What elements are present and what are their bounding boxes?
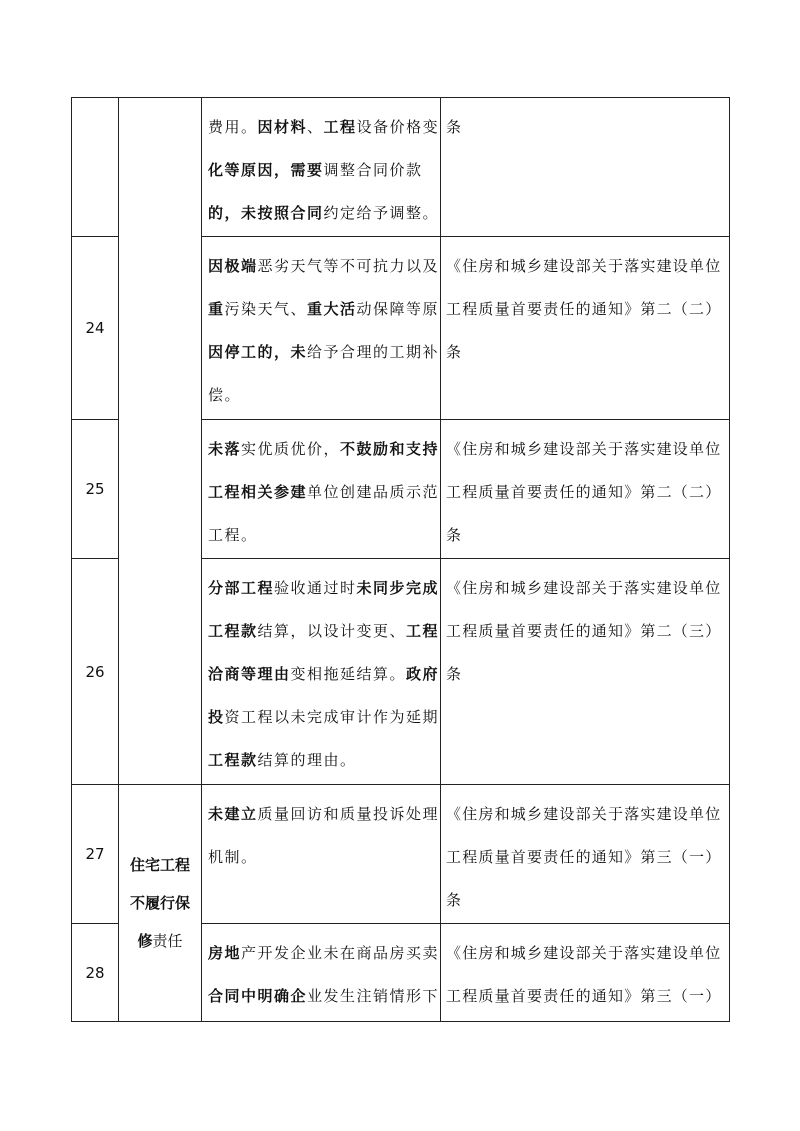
text-line <box>208 149 434 192</box>
text-segment: 机制。 <box>208 848 258 866</box>
table-row <box>72 98 730 237</box>
bold-text-segment: 工程款 <box>208 751 258 769</box>
text-segment: 偿。 <box>208 386 242 404</box>
legal-basis <box>441 924 730 1022</box>
bold-text-segment: 因极端 <box>208 257 258 275</box>
bold-text-segment: 的，未按照合同 <box>208 204 324 222</box>
legal-basis-line: 工程质量首要责任的通知》第三（一） <box>446 987 722 1005</box>
bold-text-segment: 不履行保 <box>129 894 190 912</box>
text-segment: 动保障等原 <box>356 300 440 318</box>
text-line <box>208 192 440 235</box>
text-segment: 污染天气、 <box>224 300 308 318</box>
legal-basis <box>441 420 730 559</box>
row-number: 26 <box>72 559 119 785</box>
bold-text-segment: 化等原因，需要 <box>208 161 324 179</box>
legal-basis-line: 《住房和城乡建设部关于落实建设单位 <box>446 805 722 823</box>
violation-text <box>202 785 441 924</box>
legal-basis <box>441 98 730 237</box>
text-segment: 设备价格变 <box>356 118 440 136</box>
legal-basis-line: 《住房和城乡建设部关于落实建设单位 <box>446 257 722 275</box>
bold-text-segment: 不鼓励和支持 <box>340 440 440 458</box>
text-line <box>208 331 440 374</box>
text-line <box>208 567 440 610</box>
violation-text <box>202 237 441 420</box>
category-cell <box>119 785 202 1022</box>
violation-text <box>202 559 441 785</box>
text-line <box>208 106 440 149</box>
row-number: 24 <box>72 237 119 420</box>
bold-text-segment: 因停工的，未 <box>208 343 308 361</box>
text-line <box>208 696 440 739</box>
regulation-table-wrapper <box>71 97 729 1021</box>
text-line <box>208 245 440 288</box>
legal-basis-line: 《住房和城乡建设部关于落实建设单位 <box>446 944 722 962</box>
bold-text-segment: 洽商等理由 <box>208 665 291 683</box>
legal-basis-line: 工程质量首要责任的通知》第二（二） <box>446 300 722 318</box>
violation-text <box>202 98 441 237</box>
bold-text-segment: 工程 <box>323 118 357 136</box>
legal-basis <box>441 785 730 924</box>
bold-text-segment: 政府 <box>406 665 440 683</box>
table-row <box>72 785 730 924</box>
legal-basis-line: 工程质量首要责任的通知》第三（一） <box>446 848 722 866</box>
category-cell-empty <box>119 98 202 785</box>
text-segment: 实优质优价， <box>241 440 341 458</box>
text-line <box>208 739 434 782</box>
regulation-table <box>71 97 730 1022</box>
text-line <box>208 932 440 975</box>
legal-basis-line: 条 <box>446 343 463 361</box>
text-segment: 给予合理的工期补 <box>307 343 440 361</box>
text-segment: 恶劣天气等不可抗力以及 <box>257 257 440 275</box>
legal-basis-line: 《住房和城乡建设部关于落实建设单位 <box>446 440 722 458</box>
text-line <box>119 884 201 922</box>
text-line <box>208 471 440 514</box>
bold-text-segment: 住宅工程 <box>129 856 190 874</box>
text-line <box>208 610 440 653</box>
text-line <box>119 846 201 884</box>
text-segment: 责任 <box>152 932 183 950</box>
bold-text-segment: 重 <box>208 300 225 318</box>
legal-basis-line: 《住房和城乡建设部关于落实建设单位 <box>446 579 722 597</box>
row-number: 28 <box>72 924 119 1022</box>
legal-basis <box>441 237 730 420</box>
row-number: 25 <box>72 420 119 559</box>
legal-basis-line: 条 <box>446 665 463 683</box>
text-line <box>208 836 434 879</box>
row-number: 27 <box>72 785 119 924</box>
bold-text-segment: 工程相关参建 <box>208 483 308 501</box>
text-segment: 约定给予调整。 <box>323 204 440 222</box>
text-segment: 、 <box>307 118 324 136</box>
text-line <box>208 653 440 696</box>
bold-text-segment: 未同步完成 <box>356 579 440 597</box>
bold-text-segment: 合同中明确企 <box>208 987 308 1005</box>
text-segment: 产开发企业未在商品房买卖 <box>241 944 440 962</box>
text-line <box>208 975 440 1018</box>
bold-text-segment: 未落 <box>208 440 242 458</box>
bold-text-segment: 分部工程 <box>208 579 275 597</box>
row-number <box>72 98 119 237</box>
text-line <box>208 428 440 471</box>
legal-basis-line: 条 <box>446 891 463 909</box>
bold-text-segment: 修 <box>137 932 153 950</box>
legal-basis-line: 条 <box>446 526 463 544</box>
text-segment: 变相拖延结算。 <box>290 665 407 683</box>
text-segment: 资工程以未完成审计作为延期 <box>224 708 440 726</box>
bold-text-segment: 投 <box>208 708 225 726</box>
legal-basis-line: 工程质量首要责任的通知》第二（三） <box>446 622 722 640</box>
text-line <box>208 374 434 417</box>
bold-text-segment: 工程款 <box>208 622 258 640</box>
bold-text-segment: 房地 <box>208 944 242 962</box>
text-line <box>119 922 201 960</box>
text-segment: 工程。 <box>208 526 258 544</box>
text-line <box>208 793 440 836</box>
legal-basis-line: 条 <box>446 118 463 136</box>
text-segment: 结算的理由。 <box>257 751 357 769</box>
text-segment: 质量回访和质量投诉处理 <box>257 805 440 823</box>
text-segment: 验收通过时 <box>274 579 357 597</box>
bold-text-segment: 因材料 <box>257 118 308 136</box>
legal-basis-line: 工程质量首要责任的通知》第二（二） <box>446 483 722 501</box>
text-segment: 单位创建品质示范 <box>307 483 440 501</box>
text-segment: 调整合同价款 <box>323 161 423 179</box>
text-segment: 费用。 <box>208 118 258 136</box>
bold-text-segment: 重大活 <box>307 300 357 318</box>
text-segment: 业发生注销情形下 <box>307 987 440 1005</box>
bold-text-segment: 未建立 <box>208 805 258 823</box>
violation-text <box>202 924 441 1022</box>
text-line <box>208 514 434 557</box>
text-segment: 结算，以设计变更、 <box>257 622 407 640</box>
legal-basis <box>441 559 730 785</box>
bold-text-segment: 工程 <box>406 622 440 640</box>
violation-text <box>202 420 441 559</box>
text-line <box>208 288 440 331</box>
